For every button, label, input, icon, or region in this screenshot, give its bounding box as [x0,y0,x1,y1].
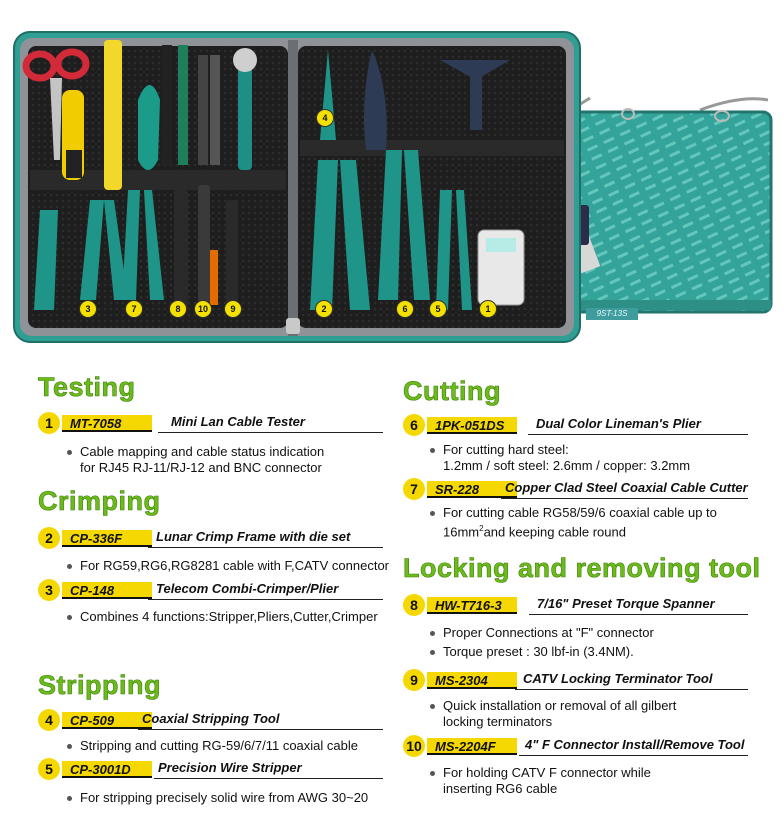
item-number: 3 [38,579,60,601]
divider [519,755,748,756]
item-4-desc-line-1: Stripping and cutting RG-59/6/7/11 coaxial cable [80,738,358,754]
product-photo [0,0,784,350]
item-code: MS-2304 [427,672,517,689]
item-3 [38,579,383,601]
item-9 [403,669,748,691]
item-name: Lunar Crimp Frame with die set [156,529,351,544]
section-title-testing: Testing [38,372,136,402]
item-number: 6 [403,414,425,436]
divider [138,729,383,730]
item-name: CATV Locking Terminator Tool [523,671,713,686]
divider [154,778,383,779]
item-code: MS-2204F [427,738,517,755]
item-name: Mini Lan Cable Tester [171,414,305,429]
item-code: CP-148 [62,582,152,599]
divider [501,498,748,499]
item-number: 9 [403,669,425,691]
item-code: HW-T716-3 [427,597,517,614]
section-title-stripping: Stripping [38,670,161,700]
item-name: Copper Clad Steel Coaxial Cable Cutter [505,480,748,495]
photo-badge-9: 9 [225,301,241,317]
item-10-desc-line-1: For holding CATV F connector while [443,765,651,781]
photo-badge-7: 7 [126,301,142,317]
item-number: 4 [38,709,60,731]
item-7-desc-line-2: $16mm^2and$ keeping cable round [443,524,626,540]
item-number: 5 [38,758,60,780]
item-name: 4" F Connector Install/Remove Tool [525,737,745,752]
item-name: 7/16" Preset Torque Spanner [537,596,715,611]
item-code: CP-336F [62,530,152,547]
photo-badge-2: 2 [316,301,332,317]
item-8-desc-line-1: Proper Connections at "F" connector [443,625,654,641]
model-label: 9ST-13S [586,308,638,320]
item-number: 8 [403,594,425,616]
divider [158,432,383,433]
item-2-desc-line-1: For RG59,RG6,RG8281 cable with F,CATV connector [80,558,389,574]
item-9-desc-line-2: locking terminators [443,714,553,729]
divider [148,599,383,600]
photo-badge-5: 5 [430,301,446,317]
item-8 [403,594,748,616]
item-6 [403,414,748,436]
item-number: 1 [38,412,60,434]
item-2 [38,527,383,549]
divider [515,689,748,690]
section-title-crimping: Crimping [38,486,161,516]
item-4 [38,709,383,731]
item-name: Coaxial Stripping Tool [142,711,280,726]
item-5 [38,758,383,780]
section-title-cutting: Cutting [403,376,501,406]
item-7 [403,478,748,500]
item-number: 10 [403,735,425,757]
divider [528,434,748,435]
photo-badge-1: 1 [480,301,496,317]
item-code: MT-7058 [62,415,152,432]
photo-badge-3: 3 [80,301,96,317]
photo-badge-10: 10 [195,301,211,317]
item-name: Telecom Combi-Crimper/Plier [156,581,339,596]
item-10-desc-line-2: inserting RG6 cable [443,781,558,796]
item-1 [38,412,383,434]
item-7-desc-line-1: For cutting cable RG58/59/6 coaxial cable up to [443,505,717,521]
item-6-desc-line-2: 1.2mm / soft steel: 2.6mm / copper: 3.2mm [443,458,691,473]
item-code: CP-509 [62,712,152,729]
item-10 [403,735,748,757]
item-9-desc-line-1: Quick installation or removal of all gilbert [443,698,676,714]
photo-badge-6: 6 [397,301,413,317]
photo-badge-8: 8 [170,301,186,317]
item-name: Precision Wire Stripper [158,760,302,775]
divider [529,614,748,615]
item-1-desc-line-2: for RJ45 RJ-11/RJ-12 and BNC connector [80,460,322,475]
photo-badge-4: 4 [317,110,333,126]
item-code: SR-228 [427,481,517,498]
tool-kit-illustration [0,0,784,350]
section-title-locking: Locking and removing tool [403,553,761,583]
item-5-desc-line-1: For stripping precisely solid wire from AWG 30~20 [80,790,368,806]
item-6-desc-line-1: For cutting hard steel: [443,442,569,458]
item-8-desc-line-2: Torque preset : 30 lbf-in (3.4NM). [443,644,634,660]
item-number: 2 [38,527,60,549]
item-1-desc-line-1: Cable mapping and cable status indication [80,444,324,460]
item-name: Dual Color Lineman's Plier [536,416,701,431]
item-code: CP-3001D [62,761,152,778]
item-number: 7 [403,478,425,500]
item-3-desc-line-1: Combines 4 functions:Stripper,Pliers,Cutter,Crimper [80,609,378,625]
divider [148,547,383,548]
item-code: 1PK-051DS [427,417,517,434]
